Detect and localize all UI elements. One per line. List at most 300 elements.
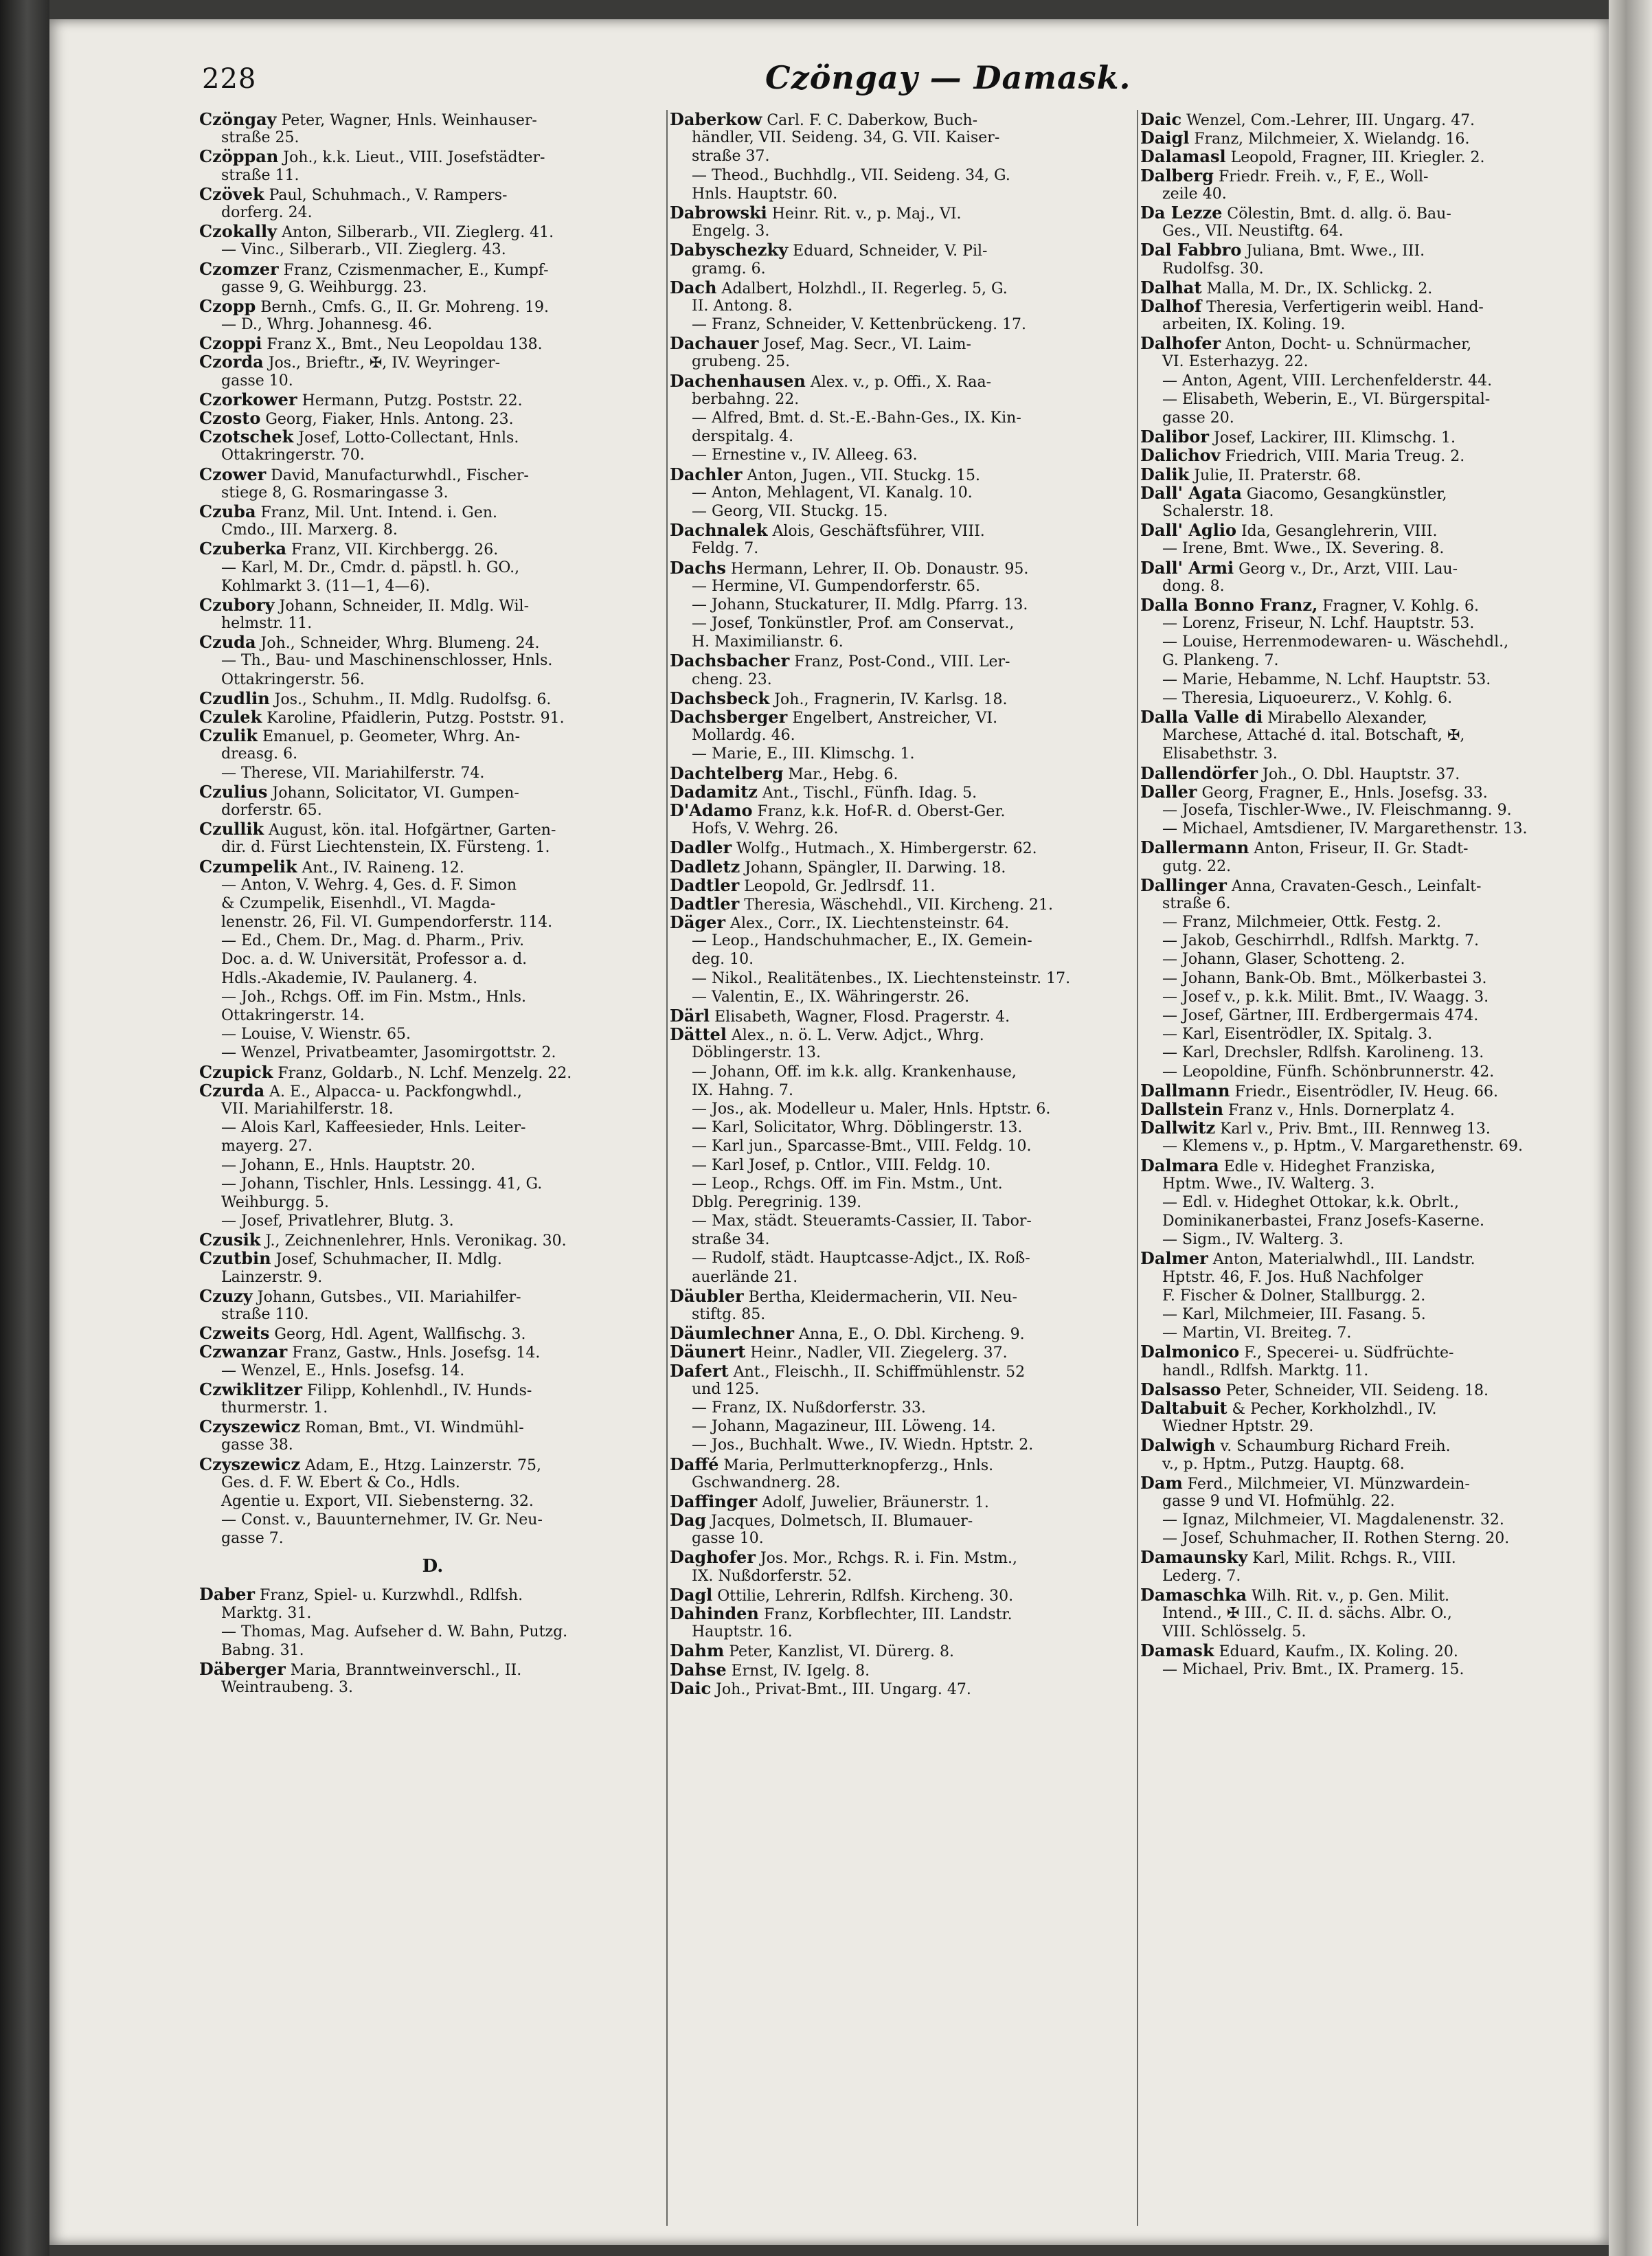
entry-surname: Czurda bbox=[199, 1081, 265, 1100]
entry-surname: Dahinden bbox=[670, 1604, 759, 1623]
next-page-edge bbox=[1609, 0, 1652, 2256]
directory-entry-line: Döblingerstr. 13. bbox=[692, 1044, 822, 1062]
directory-entry-line: — Karl, Solicitator, Whrg. Döblingerstr. 13. bbox=[692, 1119, 1023, 1137]
entry-surname: Dalhat bbox=[1140, 278, 1202, 297]
entry-surname: Däumlechner bbox=[670, 1324, 795, 1343]
directory-entry-line: — Karl Josef, p. Cntlor., VIII. Feldg. 10. bbox=[692, 1156, 991, 1174]
directory-entry-line: — Marie, E., III. Klimschg. 1. bbox=[692, 745, 915, 763]
directory-entry-line: Dabrowski Heinr. Rit. v., p. Maj., VI. bbox=[670, 203, 962, 223]
entry-surname: Dallmann bbox=[1140, 1081, 1230, 1100]
directory-entry-line: Daigl Franz, Milchmeier, X. Wielandg. 16. bbox=[1140, 128, 1470, 148]
entry-surname: Daghofer bbox=[670, 1548, 756, 1567]
directory-entry-line: mayerg. 27. bbox=[221, 1138, 313, 1155]
directory-entry-line: — Georg, VII. Stuckg. 15. bbox=[692, 502, 888, 520]
directory-entry-line: straße 11. bbox=[221, 166, 299, 184]
directory-entry-line: Feldg. 7. bbox=[692, 540, 759, 558]
directory-entry-line: Czomzer Franz, Czismenmacher, E., Kumpf- bbox=[199, 259, 549, 278]
entry-surname: Czusik bbox=[199, 1230, 261, 1250]
directory-entry-line: Dag Jacques, Dolmetsch, II. Blumauer- bbox=[670, 1511, 973, 1530]
directory-entry-line: G. Plankeng. 7. bbox=[1162, 652, 1279, 670]
directory-entry-line: dreasg. 6. bbox=[221, 745, 298, 763]
directory-entry-line: — Josef v., p. k.k. Milit. Bmt., IV. Waagg. 3. bbox=[1162, 988, 1489, 1006]
directory-entry-line: — Josef, Schuhmacher, II. Rothen Sterng. 20. bbox=[1162, 1530, 1510, 1548]
entry-surname: Dalwigh bbox=[1140, 1436, 1216, 1455]
directory-entry-line: gasse 38. bbox=[221, 1436, 293, 1454]
entry-surname: Czweits bbox=[199, 1324, 270, 1343]
directory-entry-line: — Josef, Gärtner, III. Erdbergermais 474. bbox=[1162, 1007, 1479, 1024]
directory-entry-line: Czövek Paul, Schuhmach., V. Rampers- bbox=[199, 184, 508, 203]
directory-entry-line: Dachsbacher Franz, Post-Cond., VIII. Ler- bbox=[670, 651, 1010, 670]
directory-entry-line: straße 34. bbox=[692, 1231, 770, 1249]
directory-entry-line: — Leopoldine, Fünfh. Schönbrunnerstr. 42. bbox=[1162, 1063, 1495, 1081]
directory-entry-line: berbahng. 22. bbox=[692, 390, 800, 408]
entry-surname: Dagl bbox=[670, 1585, 713, 1604]
entry-surname: Czuzy bbox=[199, 1286, 253, 1305]
entry-surname: Dall' Armi bbox=[1140, 558, 1234, 577]
directory-entry-line: — Hermine, VI. Gumpendorferstr. 65. bbox=[692, 577, 980, 595]
directory-entry-line: — Max, städt. Steueramts-Cassier, II. Tabor- bbox=[692, 1212, 1032, 1230]
entry-surname: Czulik bbox=[199, 726, 258, 745]
entry-surname: Dafert bbox=[670, 1361, 729, 1380]
directory-entry-line: Dblg. Peregrinig. 139. bbox=[692, 1193, 862, 1211]
directory-entry-line: Däberger Maria, Branntweinverschl., II. bbox=[199, 1660, 522, 1679]
directory-entry-line: Mollardg. 46. bbox=[692, 727, 795, 745]
directory-entry-line: Czopp Bernh., Cmfs. G., II. Gr. Mohreng. 19. bbox=[199, 296, 549, 316]
entry-surname: Daigl bbox=[1140, 128, 1190, 148]
entry-surname: Dach bbox=[670, 278, 717, 297]
directory-entry-line: H. Maximilianstr. 6. bbox=[692, 633, 844, 651]
directory-entry-line: gutg. 22. bbox=[1162, 857, 1232, 875]
column-rule bbox=[1137, 110, 1138, 2226]
directory-entry-line: Ottakringerstr. 56. bbox=[221, 670, 365, 688]
directory-entry-line: Däunert Heinr., Nadler, VII. Ziegelerg. 37. bbox=[670, 1342, 1008, 1362]
directory-entry-line: — Lorenz, Friseur, N. Lchf. Hauptstr. 53. bbox=[1162, 615, 1475, 633]
entry-surname: Czomzer bbox=[199, 259, 279, 278]
entry-surname: Dalhofer bbox=[1140, 334, 1221, 353]
entry-surname: Dalmonico bbox=[1140, 1342, 1240, 1362]
directory-entry-line: Marktg. 31. bbox=[221, 1604, 312, 1622]
entry-surname: Därl bbox=[670, 1006, 710, 1026]
entry-surname: Czuberka bbox=[199, 539, 287, 559]
directory-entry-line: Dalla Bonno Franz, Fragner, V. Kohlg. 6. bbox=[1140, 595, 1479, 615]
entry-surname: Däubler bbox=[670, 1286, 744, 1305]
directory-entry-line: Dadler Wolfg., Hutmach., X. Himbergerstr. 62. bbox=[670, 838, 1037, 857]
directory-entry-line: Da Lezze Cölestin, Bmt. d. allg. ö. Bau- bbox=[1140, 203, 1451, 223]
directory-entry-line: D'Adamo Franz, k.k. Hof-R. d. Oberst-Ger. bbox=[670, 800, 1006, 820]
directory-entry-line: — D., Whrg. Johannesg. 46. bbox=[221, 316, 433, 334]
directory-entry-line: straße 37. bbox=[692, 148, 770, 166]
directory-entry-line: Dach Adalbert, Holzhdl., II. Regerleg. 5, G. bbox=[670, 278, 1008, 297]
directory-entry-line: Elisabethstr. 3. bbox=[1162, 745, 1278, 763]
directory-entry-line: Daic Joh., Privat-Bmt., III. Ungarg. 47. bbox=[670, 1678, 971, 1697]
entry-surname: Dalhof bbox=[1140, 296, 1202, 316]
directory-entry-line: dorferstr. 65. bbox=[221, 801, 322, 819]
directory-entry-line: — Josef, Privatlehrer, Blutg. 3. bbox=[221, 1212, 454, 1230]
directory-entry-line: Dallmann Friedr., Eisentrödler, IV. Heug. 66. bbox=[1140, 1081, 1498, 1100]
directory-entry-line: Daberkow Carl. F. C. Daberkow, Buch- bbox=[670, 110, 978, 129]
directory-entry-line: Czulik Emanuel, p. Geometer, Whrg. An- bbox=[199, 726, 521, 745]
entry-surname: Dallinger bbox=[1140, 875, 1227, 894]
directory-entry-line: — Jakob, Geschirrhdl., Rdlfsh. Marktg. 7. bbox=[1162, 932, 1479, 950]
directory-entry-line: gasse 10. bbox=[692, 1530, 764, 1548]
directory-entry-line: — Franz, Schneider, V. Kettenbrückeng. 17. bbox=[692, 316, 1027, 334]
directory-entry-line: Dachler Anton, Jugen., VII. Stuckg. 15. bbox=[670, 464, 981, 484]
directory-entry-line: Rudolfsg. 30. bbox=[1162, 260, 1264, 278]
directory-entry-line: — Karl, Milchmeier, III. Fasang. 5. bbox=[1162, 1306, 1426, 1323]
directory-entry-line: händler, VII. Seideng. 34, G. VII. Kaiser- bbox=[692, 129, 1000, 147]
directory-entry-line: Dachtelberg Mar., Hebg. 6. bbox=[670, 763, 898, 782]
entry-surname: Dalamasl bbox=[1140, 147, 1226, 166]
directory-entry-line: Dättel Alex., n. ö. L. Verw. Adjct., Whrg. bbox=[670, 1025, 984, 1044]
directory-entry-line: zeile 40. bbox=[1162, 185, 1227, 203]
directory-entry-line: Czorda Jos., Brieftr., ✠, IV. Weyringer- bbox=[199, 352, 501, 372]
directory-entry-line: Dadamitz Ant., Tischl., Fünfh. Idag. 5. bbox=[670, 782, 977, 801]
directory-entry-line: — Johann, Tischler, Hnls. Lessingg. 41, G. bbox=[221, 1175, 543, 1193]
directory-entry-line: — Josef, Tonkünstler, Prof. am Conservat., bbox=[692, 615, 1015, 633]
directory-entry-line: Ottakringerstr. 14. bbox=[221, 1007, 365, 1024]
entry-surname: Dachsbacher bbox=[670, 651, 790, 670]
directory-entry-line: Wiedner Hptstr. 29. bbox=[1162, 1418, 1314, 1436]
directory-entry-line: — Karl, Eisentrödler, IX. Spitalg. 3. bbox=[1162, 1026, 1433, 1044]
entry-surname: Dachauer bbox=[670, 334, 759, 353]
entry-surname: Damaunsky bbox=[1140, 1548, 1248, 1567]
directory-entry-line: Hdls.-Akademie, IV. Paulanerg. 4. bbox=[221, 969, 478, 987]
directory-entry-line: Dalhof Theresia, Verfertigerin weibl. Hand- bbox=[1140, 296, 1484, 316]
directory-entry-line: Lederg. 7. bbox=[1162, 1567, 1241, 1585]
directory-entry-line: Lainzerstr. 9. bbox=[221, 1268, 323, 1286]
directory-entry-line: — Ernestine v., IV. Alleeg. 63. bbox=[692, 447, 918, 464]
entry-surname: Czorkower bbox=[199, 390, 297, 409]
directory-entry-line: Dalmara Edle v. Hideghet Franziska, bbox=[1140, 1155, 1436, 1175]
directory-entry-line: — Ignaz, Milchmeier, VI. Magdalenenstr. 32. bbox=[1162, 1511, 1504, 1529]
directory-entry-line: Ges., VII. Neustiftg. 64. bbox=[1162, 223, 1344, 240]
entry-surname: Dachler bbox=[670, 464, 743, 484]
directory-entry-line: Dahinden Franz, Korbflechter, III. Landstr. bbox=[670, 1604, 1012, 1623]
directory-entry-line: — Ed., Chem. Dr., Mag. d. Pharm., Priv. bbox=[221, 932, 525, 950]
directory-entry-line: Hauptstr. 16. bbox=[692, 1623, 793, 1641]
directory-entry-line: thurmerstr. 1. bbox=[221, 1399, 328, 1417]
directory-entry-line: — Valentin, E., IX. Währingerstr. 26. bbox=[692, 988, 970, 1006]
directory-entry-line: dir. d. Fürst Liechtenstein, IX. Fürsteng. 1. bbox=[221, 839, 550, 857]
directory-entry-line: Czulius Johann, Solicitator, VI. Gumpen- bbox=[199, 782, 519, 801]
directory-entry-line: IX. Nußdorferstr. 52. bbox=[692, 1567, 852, 1585]
directory-entry-line: Dalberg Friedr. Freih. v., F, E., Woll- bbox=[1140, 166, 1429, 185]
directory-entry-line: — Joh., Rchgs. Off. im Fin. Mstm., Hnls. bbox=[221, 988, 527, 1006]
directory-entry-line: Daltabuit & Pecher, Korkholzhdl., IV. bbox=[1140, 1398, 1437, 1418]
directory-entry-line: — Johann, E., Hnls. Hauptstr. 20. bbox=[221, 1156, 475, 1174]
directory-entry-line: Czwanzar Franz, Gastw., Hnls. Josefsg. 14. bbox=[199, 1342, 541, 1362]
directory-entry-line: Czusik J., Zeichnenlehrer, Hnls. Veronikag. 30. bbox=[199, 1230, 567, 1250]
entry-surname: Czöppan bbox=[199, 147, 279, 166]
entry-surname: Czulius bbox=[199, 782, 268, 801]
entry-surname: Dachenhausen bbox=[670, 371, 806, 390]
directory-entry-line: — Leop., Handschuhmacher, E., IX. Gemein- bbox=[692, 932, 1032, 950]
directory-entry-line: VI. Esterhazyg. 22. bbox=[1162, 353, 1309, 371]
directory-entry-line: — Johann, Off. im k.k. allg. Krankenhause, bbox=[692, 1063, 1017, 1081]
directory-column-1 bbox=[199, 110, 666, 2226]
directory-entry-line: Dallstein Franz v., Hnls. Dornerplatz 4. bbox=[1140, 1099, 1455, 1119]
directory-entry-line: Dalik Julie, II. Praterstr. 68. bbox=[1140, 464, 1361, 484]
entry-surname: Dalla Bonno Franz, bbox=[1140, 595, 1318, 615]
directory-entry-line: — Jos., ak. Modelleur u. Maler, Hnls. Hptstr. 6. bbox=[692, 1100, 1051, 1118]
directory-entry-line: Däger Alex., Corr., IX. Liechtensteinstr. 64. bbox=[670, 913, 1010, 932]
directory-entry-line: — Johann, Stuckaturer, II. Mdlg. Pfarrg. 13. bbox=[692, 596, 1028, 613]
entry-surname: Dadtler bbox=[670, 894, 740, 914]
directory-entry-line: Dahm Peter, Kanzlist, VI. Dürerg. 8. bbox=[670, 1641, 954, 1660]
directory-entry-line: — Edl. v. Hideghet Ottokar, k.k. Obrlt., bbox=[1162, 1193, 1460, 1211]
directory-entry-line: straße 110. bbox=[221, 1306, 309, 1323]
entry-surname: Dall' Agata bbox=[1140, 483, 1242, 502]
entry-surname: Czubory bbox=[199, 595, 275, 615]
entry-surname: Dachs bbox=[670, 558, 726, 577]
directory-entry-line: — Michael, Amtsdiener, IV. Margarethenstr. 13. bbox=[1162, 820, 1528, 838]
directory-entry-line: Dallwitz Karl v., Priv. Bmt., III. Rennweg 13. bbox=[1140, 1118, 1491, 1138]
directory-entry-line: Czyszewicz Roman, Bmt., VI. Windmühl- bbox=[199, 1417, 524, 1436]
directory-entry-line: & Czumpelik, Eisenhdl., VI. Magda- bbox=[221, 894, 496, 912]
entry-surname: Czyszewicz bbox=[199, 1454, 301, 1474]
entry-surname: Dallermann bbox=[1140, 838, 1249, 857]
entry-surname: Czutbin bbox=[199, 1249, 271, 1268]
directory-entry-line: Däubler Bertha, Kleidermacherin, VII. Neu- bbox=[670, 1286, 1017, 1305]
directory-entry-line: — Johann, Glaser, Schotteng. 2. bbox=[1162, 951, 1405, 969]
entry-surname: Daic bbox=[1140, 110, 1182, 129]
entry-surname: Dadletz bbox=[670, 857, 740, 876]
entry-surname: Czower bbox=[199, 464, 267, 484]
directory-entry-line: Dalmonico F., Specerei- u. Südfrüchte- bbox=[1140, 1342, 1454, 1362]
directory-entry-line: — Louise, V. Wienstr. 65. bbox=[221, 1026, 411, 1044]
directory-entry-line: — Elisabeth, Weberin, E., VI. Bürgerspital- bbox=[1162, 390, 1491, 408]
directory-entry-line: — Karl, M. Dr., Cmdr. d. päpstl. h. GO., bbox=[221, 559, 520, 576]
directory-entry-line: — Alfred, Bmt. d. St.-E.-Bahn-Ges., IX. Kin- bbox=[692, 409, 1021, 427]
directory-entry-line: Dalhat Malla, M. Dr., IX. Schlickg. 2. bbox=[1140, 278, 1433, 297]
directory-entry-line: Dalibor Josef, Lackirer, III. Klimschg. 1. bbox=[1140, 427, 1456, 447]
directory-entry-line: Czudlin Jos., Schuhm., II. Mdlg. Rudolfsg. 6. bbox=[199, 688, 552, 708]
entry-surname: Czuba bbox=[199, 501, 256, 521]
entry-surname: Däberger bbox=[199, 1660, 286, 1679]
directory-entry-line: — Wenzel, E., Hnls. Josefsg. 14. bbox=[221, 1362, 465, 1379]
entry-surname: Czullik bbox=[199, 820, 264, 839]
directory-entry-line: Ottakringerstr. 70. bbox=[221, 447, 365, 464]
entry-surname: Dallwitz bbox=[1140, 1118, 1216, 1138]
entry-surname: Czuda bbox=[199, 633, 256, 652]
directory-entry-line: Czubory Johann, Schneider, II. Mdlg. Wil- bbox=[199, 595, 530, 615]
running-head: Czöngay — Damask. bbox=[765, 59, 1131, 96]
directory-entry-line: — Anton, V. Wehrg. 4, Ges. d. F. Simon bbox=[221, 876, 517, 894]
entry-surname: Dachnalek bbox=[670, 521, 768, 540]
entry-surname: Dall' Aglio bbox=[1140, 521, 1236, 540]
directory-entry-line: IX. Hahng. 7. bbox=[692, 1081, 794, 1099]
entry-surname: Daffinger bbox=[670, 1491, 758, 1511]
directory-entry-line: Dominikanerbastei, Franz Josefs-Kaserne. bbox=[1162, 1212, 1484, 1230]
directory-entry-line: Hptm. Wwe., IV. Walterg. 3. bbox=[1162, 1175, 1375, 1193]
entry-surname: Daber bbox=[199, 1585, 256, 1604]
directory-entry-line: — Alois Karl, Kaffeesieder, Hnls. Leiter- bbox=[221, 1119, 526, 1137]
entry-surname: Dalla Valle di bbox=[1140, 708, 1263, 727]
directory-entry-line: Doc. a. d. W. Universität, Professor a. d. bbox=[221, 951, 528, 969]
directory-entry-line: Weihburgg. 5. bbox=[221, 1193, 329, 1211]
directory-entry-line: — Josefa, Tischler-Wwe., IV. Fleischmanng. 9. bbox=[1162, 801, 1512, 819]
directory-entry-line: — Franz, IX. Nußdorferstr. 33. bbox=[692, 1399, 926, 1417]
directory-entry-line: — Rudolf, städt. Hauptcasse-Adjct., IX. Roß- bbox=[692, 1250, 1030, 1267]
entry-surname: Dal Fabbro bbox=[1140, 240, 1242, 260]
directory-entry-line: — Karl jun., Sparcasse-Bmt., VIII. Feldg. 10. bbox=[692, 1138, 1032, 1155]
directory-entry-line: Dadletz Johann, Spängler, II. Darwing. 18. bbox=[670, 857, 1006, 876]
entry-surname: Czosto bbox=[199, 409, 261, 428]
directory-entry-line: Gschwandnerg. 28. bbox=[692, 1474, 841, 1491]
directory-entry-line: Dadtler Theresia, Wäschehdl., VII. Kircheng. 21. bbox=[670, 894, 1053, 914]
entry-surname: Dalsasso bbox=[1140, 1379, 1221, 1399]
directory-entry-line: Dam Ferd., Milchmeier, VI. Münzwardein- bbox=[1140, 1473, 1470, 1492]
directory-entry-line: — Anton, Mehlagent, VI. Kanalg. 10. bbox=[692, 484, 973, 501]
directory-entry-line: Weintraubeng. 3. bbox=[221, 1679, 354, 1697]
directory-entry-line: Intend., ✠ III., C. II. d. sächs. Albr. O., bbox=[1162, 1605, 1452, 1622]
directory-entry-line: Czumpelik Ant., IV. Raineng. 12. bbox=[199, 857, 464, 876]
entry-surname: Czumpelik bbox=[199, 857, 297, 876]
directory-entry-line: cheng. 23. bbox=[692, 670, 772, 688]
directory-entry-line: Dachsbeck Joh., Fragnerin, IV. Karlsg. 18. bbox=[670, 688, 1008, 708]
directory-entry-line: helmstr. 11. bbox=[221, 615, 313, 633]
directory-entry-line: Hptstr. 46, F. Jos. Huß Nachfolger bbox=[1162, 1268, 1423, 1286]
directory-entry-line: Czotschek Josef, Lotto-Collectant, Hnls. bbox=[199, 427, 519, 447]
directory-entry-line: Dalwigh v. Schaumburg Richard Freih. bbox=[1140, 1436, 1451, 1455]
directory-entry-line: — Th., Bau- und Maschinenschlosser, Hnls. bbox=[221, 652, 553, 670]
directory-entry-line: Czullik August, kön. ital. Hofgärtner, Garten- bbox=[199, 820, 556, 839]
directory-entry-line: Dall' Aglio Ida, Gesanglehrerin, VIII. bbox=[1140, 521, 1438, 540]
directory-entry-line: Därl Elisabeth, Wagner, Flosd. Pragerstr. 4. bbox=[670, 1006, 1010, 1026]
entry-surname: Dachtelberg bbox=[670, 763, 784, 782]
entry-surname: Dahm bbox=[670, 1641, 725, 1660]
entry-surname: Dabyschezky bbox=[670, 240, 789, 260]
entry-surname: Dadler bbox=[670, 838, 732, 857]
directory-entry-line: Dallinger Anna, Cravaten-Gesch., Leinfalt- bbox=[1140, 875, 1482, 894]
entry-surname: Daffé bbox=[670, 1454, 719, 1474]
directory-entry-line: — Sigm., IV. Walterg. 3. bbox=[1162, 1231, 1344, 1249]
directory-column-2 bbox=[670, 110, 1137, 2226]
directory-entry-line: handl., Rdlfsh. Marktg. 11. bbox=[1162, 1362, 1369, 1379]
entry-surname: Czöngay bbox=[199, 110, 277, 129]
directory-entry-line: Daber Franz, Spiel- u. Kurzwhdl., Rdlfsh. bbox=[199, 1585, 523, 1604]
directory-entry-line: Dahse Ernst, IV. Igelg. 8. bbox=[670, 1660, 870, 1679]
entry-surname: Dättel bbox=[670, 1025, 727, 1044]
entry-surname: Dalik bbox=[1140, 464, 1190, 484]
entry-surname: Dahse bbox=[670, 1660, 727, 1679]
entry-surname: Czyszewicz bbox=[199, 1417, 301, 1436]
directory-entry-line: Dallermann Anton, Friseur, II. Gr. Stadt- bbox=[1140, 838, 1469, 857]
entry-surname: Czupick bbox=[199, 1062, 273, 1081]
entry-surname: Czorda bbox=[199, 352, 264, 372]
directory-entry-line: — Therese, VII. Mariahilferstr. 74. bbox=[221, 764, 485, 782]
directory-entry-line: Cmdo., III. Marxerg. 8. bbox=[221, 521, 398, 539]
page-number: 228 bbox=[202, 63, 257, 95]
entry-surname: Da Lezze bbox=[1140, 203, 1223, 223]
directory-entry-line: gasse 7. bbox=[221, 1530, 284, 1548]
directory-entry-line: Czöngay Peter, Wagner, Hnls. Weinhauser- bbox=[199, 110, 537, 129]
entry-surname: Dalmer bbox=[1140, 1249, 1208, 1268]
directory-entry-line: — Johann, Magazineur, III. Löweng. 14. bbox=[692, 1418, 996, 1436]
directory-entry-line: Hofs, V. Wehrg. 26. bbox=[692, 820, 839, 838]
directory-entry-line: Czulek Karoline, Pfaidlerin, Putzg. Poststr. 91. bbox=[199, 708, 565, 727]
section-letter: D. bbox=[422, 1556, 444, 1577]
entry-surname: Dallendörfer bbox=[1140, 763, 1258, 782]
directory-entry-line: — Leop., Rchgs. Off. im Fin. Mstm., Unt. bbox=[692, 1175, 1003, 1193]
entry-surname: Daller bbox=[1140, 782, 1197, 801]
directory-entry-line: Dachauer Josef, Mag. Secr., VI. Laim- bbox=[670, 334, 971, 353]
entry-surname: Dam bbox=[1140, 1473, 1183, 1492]
directory-entry-line: Dalla Valle di Mirabello Alexander, bbox=[1140, 708, 1427, 727]
directory-entry-line: Dachnalek Alois, Geschäftsführer, VIII. bbox=[670, 521, 985, 540]
entry-surname: Daic bbox=[670, 1678, 712, 1697]
directory-entry-line: — Marie, Hebamme, N. Lchf. Hauptstr. 53. bbox=[1162, 670, 1491, 688]
directory-entry-line: Babng. 31. bbox=[221, 1642, 304, 1659]
entry-surname: Dalmara bbox=[1140, 1155, 1219, 1175]
entry-surname: Dalichov bbox=[1140, 446, 1221, 465]
directory-entry-line: Daller Georg, Fragner, E., Hnls. Josefsg. 33. bbox=[1140, 782, 1488, 801]
entry-surname: Dabrowski bbox=[670, 203, 767, 223]
entry-surname: Dalibor bbox=[1140, 427, 1210, 447]
directory-column-3 bbox=[1140, 110, 1587, 2226]
directory-entry-line: VII. Mariahilferstr. 18. bbox=[221, 1100, 394, 1118]
entry-surname: Dadamitz bbox=[670, 782, 758, 801]
directory-entry-line: Dagl Ottilie, Lehrerin, Rdlfsh. Kircheng. 30. bbox=[670, 1585, 1014, 1604]
directory-entry-line: — Theod., Buchhdlg., VII. Seideng. 34, G. bbox=[692, 166, 1010, 184]
directory-entry-line: — Const. v., Bauunternehmer, IV. Gr. Neu- bbox=[221, 1511, 543, 1529]
directory-entry-line: gramg. 6. bbox=[692, 260, 766, 278]
directory-entry-line: Daffinger Adolf, Juwelier, Bräunerstr. 1. bbox=[670, 1491, 989, 1511]
directory-entry-line: VIII. Schlösselg. 5. bbox=[1162, 1623, 1306, 1641]
directory-entry-line: Engelg. 3. bbox=[692, 223, 770, 240]
entry-surname: Czwanzar bbox=[199, 1342, 288, 1362]
directory-entry-line: Dalmer Anton, Materialwhdl., III. Landstr. bbox=[1140, 1249, 1475, 1268]
directory-entry-line: Czower David, Manufacturwhdl., Fischer- bbox=[199, 464, 529, 484]
directory-entry-line: — Johann, Bank-Ob. Bmt., Mölkerbastei 3. bbox=[1162, 969, 1487, 987]
directory-entry-line: Czweits Georg, Hdl. Agent, Wallfischg. 3. bbox=[199, 1324, 526, 1343]
directory-entry-line: Däumlechner Anna, E., O. Dbl. Kircheng. 9. bbox=[670, 1324, 1025, 1343]
entry-surname: Czwiklitzer bbox=[199, 1379, 302, 1399]
directory-entry-line: — Franz, Milchmeier, Ottk. Festg. 2. bbox=[1162, 914, 1442, 932]
entry-surname: Dalberg bbox=[1140, 166, 1214, 185]
directory-entry-line: grubeng. 25. bbox=[692, 353, 791, 371]
directory-entry-line: F. Fischer & Dolner, Stallburgg. 2. bbox=[1162, 1287, 1426, 1305]
directory-entry-line: derspitalg. 4. bbox=[692, 428, 794, 446]
directory-entry-line: Hnls. Hauptstr. 60. bbox=[692, 185, 838, 203]
entry-surname: Czopp bbox=[199, 296, 256, 316]
directory-entry-line: Ges. d. F. W. Ebert & Co., Hdls. bbox=[221, 1474, 460, 1491]
directory-entry-line: Marchese, Attaché d. ital. Botschaft, ✠, bbox=[1162, 727, 1465, 745]
directory-entry-line: Dalichov Friedrich, VIII. Maria Treug. 2. bbox=[1140, 446, 1465, 465]
directory-entry-line: Dabyschezky Eduard, Schneider, V. Pil- bbox=[670, 240, 988, 260]
directory-entry-line: Czuda Joh., Schneider, Whrg. Blumeng. 24. bbox=[199, 633, 540, 652]
directory-entry-line: gasse 20. bbox=[1162, 409, 1234, 427]
entry-surname: Daltabuit bbox=[1140, 1398, 1227, 1418]
directory-entry-line: Kohlmarkt 3. (11—1, 4—6). bbox=[221, 577, 431, 595]
directory-entry-line: Dall' Agata Giacomo, Gesangkünstler, bbox=[1140, 483, 1447, 502]
entry-surname: Däunert bbox=[670, 1342, 746, 1362]
directory-entry-line: Czoppi Franz X., Bmt., Neu Leopoldau 138. bbox=[199, 334, 543, 353]
entry-surname: Damaschka bbox=[1140, 1585, 1247, 1604]
directory-entry-line: — Vinc., Silberarb., VII. Zieglerg. 43. bbox=[221, 241, 506, 259]
directory-entry-line: gasse 9 und VI. Hofmühlg. 22. bbox=[1162, 1492, 1395, 1510]
directory-entry-line: — Michael, Priv. Bmt., IX. Pramerg. 15. bbox=[1162, 1660, 1464, 1678]
directory-entry-line: Dal Fabbro Juliana, Bmt. Wwe., III. bbox=[1140, 240, 1425, 260]
directory-entry-line: Daffé Maria, Perlmutterknopferzg., Hnls. bbox=[670, 1454, 994, 1474]
directory-entry-line: — Nikol., Realitätenbes., IX. Liechtensteinstr. 17. bbox=[692, 969, 1071, 987]
directory-entry-line: — Irene, Bmt. Wwe., IX. Severing. 8. bbox=[1162, 540, 1445, 558]
entry-surname: Czudlin bbox=[199, 688, 270, 708]
directory-entry-line: Czutbin Josef, Schuhmacher, II. Mdlg. bbox=[199, 1249, 502, 1268]
directory-entry-line: Dachenhausen Alex. v., p. Offi., X. Raa- bbox=[670, 371, 992, 390]
directory-entry-line: Czupick Franz, Goldarb., N. Lchf. Menzelg. 22. bbox=[199, 1062, 572, 1081]
entry-surname: Czövek bbox=[199, 184, 264, 203]
